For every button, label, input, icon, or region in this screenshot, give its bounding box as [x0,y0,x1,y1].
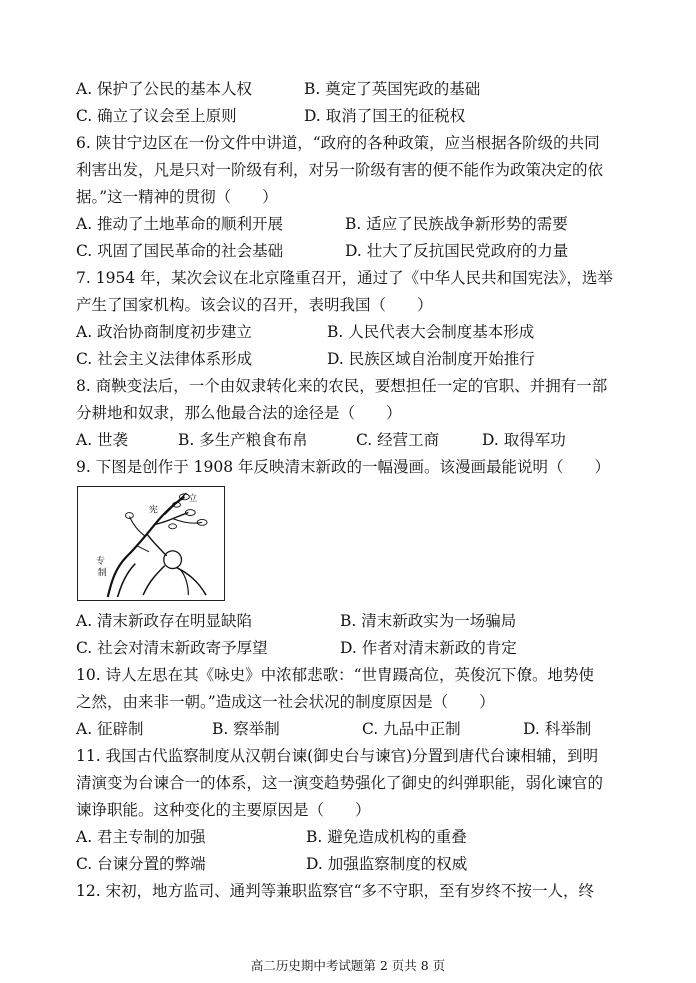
q5-option-d[interactable]: D. 取消了国王的征税权 [304,107,466,125]
q8-option-a[interactable]: A. 世袭 [76,431,129,449]
q7-stem-line-1: 7. 1954 年，某次会议在北京隆重召开，通过了《中华人民共和国宪法》，选举 [76,269,613,287]
q5-option-c[interactable]: C. 确立了议会至上原则 [76,107,237,125]
q6-option-d[interactable]: D. 壮大了反抗国民党政府的力量 [345,242,569,260]
q11-stem-line-3: 谏诤职能。这种变化的主要原因是（ ） [76,801,371,819]
q7-option-c[interactable]: C. 社会主义法律体系形成 [76,350,253,368]
q10-option-d[interactable]: D. 科举制 [523,720,592,738]
q12-stem-line-1: 12. 宋初，地方监司、通判等兼职监察官“多不守职，至有岁终不按一人，终 [76,882,595,900]
cartoon-label-li: 立 [188,493,198,504]
q11-option-a[interactable]: A. 君主专制的加强 [76,828,206,846]
q10-option-a[interactable]: A. 征辟制 [76,720,144,738]
cartoon-label-xian: 宪 [149,505,158,516]
q10-stem-line-1: 10. 诗人左思在其《咏史》中浓郁悲歌：“世胄蹑高位，英俊沉下僚。地势使 [76,666,595,684]
q6-option-a[interactable]: A. 推动了土地革命的顺利开展 [76,215,284,233]
q5-option-b[interactable]: B. 奠定了英国宪政的基础 [304,80,481,98]
q9-option-a[interactable]: A. 清末新政存在明显缺陷 [76,612,253,630]
page-footer: 高二历史期中考试题第 2 页共 8 页 [250,958,446,973]
q11-option-b[interactable]: B. 避免造成机构的重叠 [306,828,467,846]
q8-stem-line-1: 8. 商鞅变法后，一个由奴隶转化来的农民，要想担任一定的官职、并拥有一部 [76,377,608,395]
q10-stem-line-2: 之然，由来非一朝。”造成这一社会状况的制度原因是（ ） [76,693,495,711]
q8-option-d[interactable]: D. 取得军功 [482,431,566,449]
q6-option-c[interactable]: C. 巩固了国民革命的社会基础 [76,242,284,260]
q9-cartoon-image [77,486,225,601]
q9-stem-line-1: 9. 下图是创作于 1908 年反映清末新政的一幅漫画。该漫画最能说明（ ） [76,458,611,476]
q10-option-b[interactable]: B. 察举制 [212,720,280,738]
q6-option-b[interactable]: B. 适应了民族战争新形势的需要 [345,215,568,233]
q5-option-a[interactable]: A. 保护了公民的基本人权 [76,80,253,98]
q8-stem-line-2: 分耕地和奴隶，那么他最合法的途径是（ ） [76,404,402,422]
q11-stem-line-1: 11. 我国古代监察制度从汉朝台谏(御史台与谏官)分置到唐代台谏相辅，到明 [76,747,599,765]
q8-option-c[interactable]: C. 经营工商 [356,431,440,449]
q11-option-c[interactable]: C. 台谏分置的弊端 [76,855,206,873]
q6-stem-line-1: 6. 陕甘宁边区在一份文件中讲道，“政府的各种政策，应当根据各阶级的共同 [76,134,600,152]
q7-option-d[interactable]: D. 民族区域自治制度开始推行 [327,350,535,368]
cartoon-label-zhi: 制 [97,568,107,579]
q9-option-d[interactable]: D. 作者对清末新政的肯定 [340,639,517,657]
q7-option-a[interactable]: A. 政治协商制度初步建立 [76,323,253,341]
q7-stem-line-2: 产生了国家机构。该会议的召开，表明我国（ ） [76,296,433,314]
cartoon-label-zhuan: 专 [95,556,105,567]
q10-option-c[interactable]: C. 九品中正制 [362,720,461,738]
q9-option-c[interactable]: C. 社会对清末新政寄予厚望 [76,639,268,657]
q6-stem-line-3: 据。”这一精神的贯彻（ ） [76,188,278,206]
q11-stem-line-2: 清演变为台谏合一的体系，这一演变趋势强化了御史的纠弹职能，弱化谏官的 [76,774,604,792]
q11-option-d[interactable]: D. 加强监察制度的权威 [306,855,468,873]
q7-option-b[interactable]: B. 人民代表大会制度基本形成 [327,323,535,341]
q9-option-b[interactable]: B. 清末新政实为一场骗局 [340,612,517,630]
q6-stem-line-2: 利害出发，凡是只对一阶级有利，对另一阶级有害的便不能作为政策决定的依 [76,161,604,179]
q8-option-b[interactable]: B. 多生产粮食布帛 [178,431,308,449]
cartoon-drawing [78,487,224,600]
